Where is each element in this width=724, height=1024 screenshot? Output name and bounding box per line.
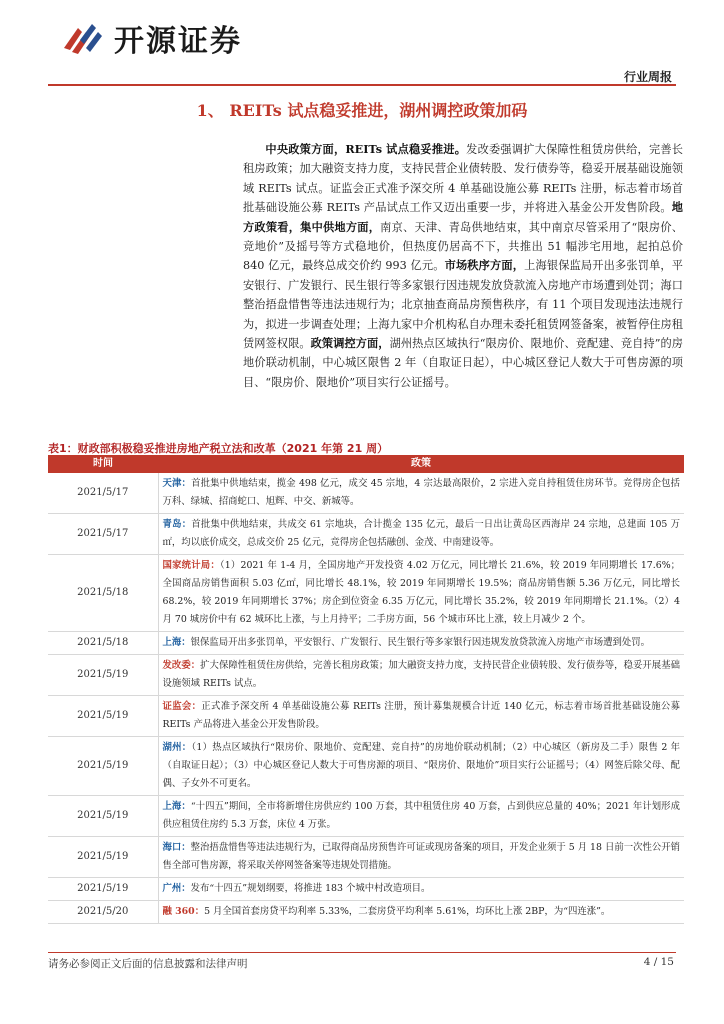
row-date: 2021/5/17 bbox=[48, 514, 158, 555]
policy-table bbox=[48, 455, 684, 924]
paragraph-emphasis: 中央政策方面，REITs 试点稳妥推进。 bbox=[265, 142, 467, 156]
brand-name: 开源证券 bbox=[114, 24, 242, 59]
section-title: 1、 REITs 试点稳妥推进，湖州调控政策加码 bbox=[196, 101, 528, 120]
row-date: 2021/5/19 bbox=[48, 737, 158, 796]
section-paragraph bbox=[243, 140, 683, 392]
table-row bbox=[48, 796, 684, 837]
row-policy-text: （1）2021 年 1-4 月，全国房地产开发投资 4.02 万亿元，同比增长 21.6%，较 2019 年同期增长 17.6%；全国商品房销售面积 5.03 亿㎡，同比增长 48.1%，较 2019 年同期增长 19.5%；商品房销售额 5.36 万亿元，同比增长 68.2%，较 2019 年同期增长 37%；房企到位资金 6.35 万亿元，同比增长 35.2%，较 2019 年同期增长 21.1%。（2）4 月 70 城房价中有 62 城环比上涨，与上月持平；二手房方面，56 个城市环比上涨，较上月减少 2 个。 bbox=[162, 560, 680, 625]
table-row bbox=[48, 878, 684, 901]
row-policy bbox=[158, 737, 684, 796]
row-policy bbox=[158, 878, 684, 901]
row-policy-text: （1）热点区域执行“限房价、限地价、竞配建、竞自持”的房地价联动机制；（2）中心城区（新房及二手）限售 2 年（自取证日起）；（3）中心城区登记人数大于可售房源的项目、“限房价、限地价”项目实行公证摇号；（4）网签后除父母、配偶、子女外不可更名。 bbox=[162, 742, 680, 789]
row-policy-text: “十四五”期间，全市将新增住房供应约 100 万套，其中租赁住房 40 万套，占到供应总量的 40%；2021 年计划形成供应租赁住房约 5.3 万套，床位 4 万张。 bbox=[162, 801, 680, 830]
row-source-tag: 国家统计局： bbox=[162, 560, 220, 571]
row-date: 2021/5/17 bbox=[48, 473, 158, 514]
table-row bbox=[48, 696, 684, 737]
row-policy bbox=[158, 837, 684, 878]
table-row bbox=[48, 473, 684, 514]
row-source-tag: 证监会： bbox=[162, 701, 202, 712]
row-policy bbox=[158, 555, 684, 632]
column-header-date: 时间 bbox=[93, 458, 113, 469]
page-number: 4 / 15 bbox=[643, 956, 674, 968]
row-date: 2021/5/18 bbox=[48, 632, 158, 655]
row-source-tag: 湖州： bbox=[162, 742, 192, 753]
row-policy bbox=[158, 632, 684, 655]
table-row bbox=[48, 632, 684, 655]
paragraph-emphasis: 政策调控方面， bbox=[310, 336, 390, 351]
brand-logo bbox=[62, 18, 242, 58]
row-source-tag: 天津： bbox=[162, 478, 192, 489]
row-source-tag: 融 360： bbox=[162, 906, 205, 917]
row-source-tag: 海口： bbox=[162, 842, 191, 853]
row-date: 2021/5/18 bbox=[48, 555, 158, 632]
table-row bbox=[48, 901, 684, 924]
page-header bbox=[0, 0, 724, 85]
table-row bbox=[48, 737, 684, 796]
row-source-tag: 上海： bbox=[162, 801, 191, 812]
row-source-tag: 广州： bbox=[162, 883, 191, 894]
header-divider bbox=[48, 84, 676, 86]
paragraph-text: 上海银保监局开出多张罚单，平安银行、广发银行、民生银行等多家银行因违规发放贷款流入房地产市场遭到处罚；海口整治捂盘惜售等违法违规行为；北京抽查商品房预售秩序，有 11 个项目发现违法违规行为，拟进一步调查处理；上海九家中介机构私自办理未委托租赁网签备案，被暂停住房租赁网签权限。 bbox=[243, 259, 683, 351]
row-source-tag: 发改委： bbox=[162, 660, 201, 671]
column-header-policy: 政策 bbox=[411, 458, 431, 469]
row-date: 2021/5/19 bbox=[48, 655, 158, 696]
row-policy-text: 银保监局开出多张罚单，平安银行、广发银行、民生银行等多家银行因违规发放贷款流入房地产市场遭到处罚。 bbox=[190, 637, 651, 648]
row-date: 2021/5/20 bbox=[48, 901, 158, 924]
paragraph-text: 发改委强调扩大保障性租赁房供给，完善长租房政策；加大融资支持力度，支持民营企业债转股、发行债券等，稳妥开展基础设施领域 REITs 试点。证监会正式准予深交所 4 单基础设施公募 REITs 注册，标志着市场首批基础设施公募 REITs 产品试点工作又迈出重要一步，并将进入基金公开发售阶段。 bbox=[243, 143, 683, 215]
footer-divider bbox=[48, 952, 676, 953]
row-policy-text: 正式准予深交所 4 单基础设施公募 REITs 注册，预计募集规模合计近 140 亿元，标志着市场首批基础设施公募 REITs 产品将进入基金公开发售阶段。 bbox=[162, 701, 680, 730]
row-source-tag: 上海： bbox=[162, 637, 191, 648]
table-row bbox=[48, 555, 684, 632]
row-policy-text: 5 月全国首套房贷平均利率 5.33%，二套房贷平均利率 5.61%，均环比上涨 2BP，为“四连涨”。 bbox=[204, 906, 611, 917]
row-policy bbox=[158, 796, 684, 837]
row-policy-text: 整治捂盘惜售等违法违规行为，已取得商品房预售许可证或现房备案的项目，开发企业须于 5 月 18 日前一次性公开销售全部可售房源，将采取关停网签备案等违规处罚措施。 bbox=[162, 842, 680, 871]
table-caption: 表1：财政部积极稳妥推进房地产税立法和改革（2021 年第 21 周） bbox=[48, 442, 389, 455]
row-policy-text: 首批集中供地结束，揽金 498 亿元，成交 45 宗地，4 宗达最高限价，2 宗进入竞自持租赁住房环节。竞得房企包括万科、绿城、招商蛇口、旭辉、中交、新城等。 bbox=[162, 478, 680, 507]
row-policy-text: 发布“十四五”规划纲要，将推进 183 个城中村改造项目。 bbox=[190, 883, 431, 894]
table-row bbox=[48, 655, 684, 696]
table-row bbox=[48, 514, 684, 555]
paragraph-emphasis: 市场秩序方面， bbox=[444, 258, 525, 273]
row-policy bbox=[158, 473, 684, 514]
table-header-row bbox=[48, 455, 684, 473]
row-date: 2021/5/19 bbox=[48, 696, 158, 737]
row-policy bbox=[158, 514, 684, 555]
row-policy-text: 扩大保障性租赁住房供给，完善长租房政策；加大融资支持力度，支持民营企业债转股、发行债券等，稳妥开展基础设施领域 REITs 试点。 bbox=[162, 660, 680, 689]
row-source-tag: 青岛： bbox=[162, 519, 192, 530]
table-body bbox=[48, 473, 684, 924]
report-type: 行业周报 bbox=[623, 70, 672, 84]
row-date: 2021/5/19 bbox=[48, 878, 158, 901]
footer-disclaimer: 请务必参阅正文后面的信息披露和法律声明 bbox=[48, 958, 248, 970]
row-policy bbox=[158, 655, 684, 696]
brand-mark-icon bbox=[62, 18, 106, 58]
row-policy bbox=[158, 696, 684, 737]
row-policy-text: 首批集中供地结束，共成交 61 宗地块，合计揽金 135 亿元，最后一日出让黄岛区西海岸 24 宗地，总建面 105 万㎡，均以底价成交，总成交价 25 亿元，竞得房企包括融创、金茂、中南建设等。 bbox=[162, 519, 680, 548]
paragraph-text: 湖州热点区域执行“限房价、限地价、竞配建、竞自持”的房地价联动机制，中心城区限售 2 年（自取证日起），中心城区登记人数大于可售房源的项目、“限房价、限地价”项目实行公证摇号。 bbox=[243, 337, 683, 389]
row-policy bbox=[158, 901, 684, 924]
row-date: 2021/5/19 bbox=[48, 796, 158, 837]
table-row bbox=[48, 837, 684, 878]
row-date: 2021/5/19 bbox=[48, 837, 158, 878]
paragraph-emphasis: 地方政策看，集中供地方面， bbox=[243, 200, 683, 234]
paragraph-text: 南京、天津、青岛供地结束，其中南京尽管采用了“限房价、竞地价”及摇号等方式稳地价，但热度仍居高不下，共推出 51 幅涉宅用地，起拍总价 840 亿元，最终总成交价约 993 亿元。 bbox=[243, 220, 683, 273]
